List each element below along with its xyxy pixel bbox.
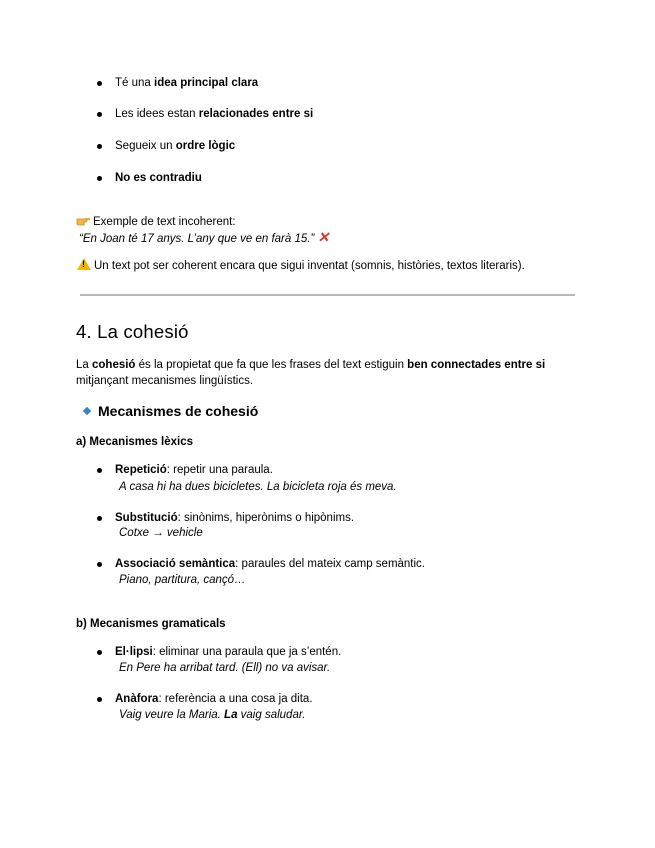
bullet xyxy=(97,176,102,181)
bullet xyxy=(97,697,102,702)
section-intro: La cohesió és la propietat que fa que les frases del text estiguin ben connectades entre si xyxy=(76,359,546,371)
criteria-item: Les idees estan relacionades entre si xyxy=(115,108,314,120)
lexical-example: Piano, partitura, cançó… xyxy=(119,574,246,586)
diamond-bullet-icon xyxy=(83,407,91,415)
lexical-item: Associació semàntica: paraules del mateix camp semàntic. xyxy=(115,558,426,570)
section-intro-line2: mitjançant mecanismes lingüístics. xyxy=(76,375,254,387)
criteria-item: No es contradiu xyxy=(115,172,202,184)
warning-icon xyxy=(77,258,91,270)
lexical-item: Repetició: repetir una paraula. xyxy=(115,464,273,476)
criteria-item: Té una idea principal clara xyxy=(115,77,259,89)
section-title: 4. La cohesió xyxy=(76,321,189,342)
incoherent-example-quote: “En Joan té 17 anys. L’any que ve en farà 15.” ✕ xyxy=(79,229,330,245)
bullet xyxy=(97,112,102,117)
bullet xyxy=(97,144,102,149)
grammatical-example: Vaig veure la Maria. La vaig saludar. xyxy=(119,709,306,721)
horizontal-divider xyxy=(80,294,575,296)
grammatical-example: En Pere ha arribat tard. (Ell) no va avisar. xyxy=(119,662,331,674)
criteria-item: Segueix un ordre lògic xyxy=(115,140,236,152)
pointing-hand-icon xyxy=(76,214,90,226)
lexical-heading: a) Mecanismes lèxics xyxy=(76,436,193,448)
cross-mark-icon: ✕ xyxy=(317,229,330,245)
lexical-example: A casa hi ha dues bicicletes. La bicicleta roja és meva. xyxy=(119,481,397,493)
bullet xyxy=(97,562,102,567)
bullet xyxy=(97,81,102,86)
bullet xyxy=(97,650,102,655)
grammatical-heading: b) Mecanismes gramaticals xyxy=(76,618,226,630)
lexical-example: Cotxe → vehicle xyxy=(119,527,203,539)
subsection-title: Mecanismes de cohesió xyxy=(98,403,259,419)
grammatical-item: El·lipsi: eliminar una paraula que ja s’entén. xyxy=(115,646,342,658)
lexical-item: Substitució: sinònims, hiperònims o hipònims. xyxy=(115,512,355,524)
grammatical-item: Anàfora: referència a una cosa ja dita. xyxy=(115,693,313,705)
example-label: Exemple de text incoherent: xyxy=(76,214,236,230)
warning-note: !Un text pot ser coherent encara que sigui inventat (somnis, històries, textos literaris). xyxy=(77,258,525,274)
bullet xyxy=(97,516,102,521)
bullet xyxy=(97,468,102,473)
